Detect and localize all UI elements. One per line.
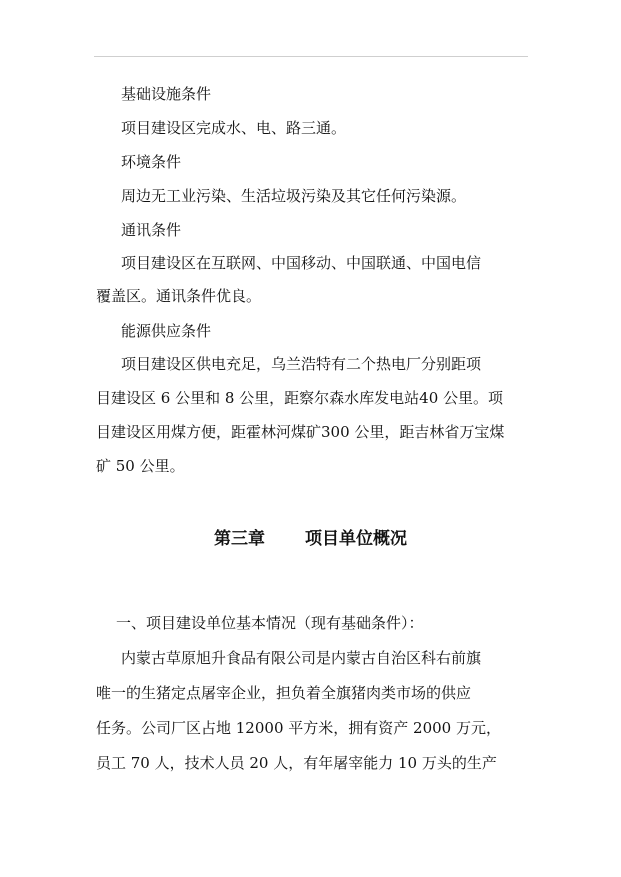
paragraph-line: 矿 50 公里。 xyxy=(96,457,185,475)
chapter-number: 第三章 xyxy=(214,529,265,549)
paragraph-line: 目建设区 6 公里和 8 公里，距察尔森水库发电站40 公里。项 xyxy=(96,389,504,407)
section-title-energy: 能源供应条件 xyxy=(121,322,212,340)
header-rule xyxy=(94,56,528,57)
section-title-environment: 环境条件 xyxy=(121,153,182,171)
subsection-title: 一、项目建设单位基本情况（现有基础条件）： xyxy=(116,614,424,632)
section-title-infrastructure: 基础设施条件 xyxy=(121,85,212,103)
paragraph-line: 目建设区用煤方便，距霍林河煤矿300 公里，距吉林省万宝煤 xyxy=(96,423,505,441)
paragraph-line: 内蒙古草原旭升食品有限公司是内蒙古自治区科右前旗 xyxy=(121,649,482,667)
paragraph-line: 项目建设区完成水、电、路三通。 xyxy=(121,119,347,137)
section-title-communication: 通讯条件 xyxy=(121,221,182,239)
paragraph-line: 任务。公司厂区占地 12000 平方米，拥有资产 2000 万元， xyxy=(96,719,501,737)
paragraph-line: 员工 70 人，技术人员 20 人，有年屠宰能力 10 万头的生产 xyxy=(96,754,497,772)
paragraph-line: 覆盖区。通讯条件优良。 xyxy=(96,287,262,305)
paragraph-line: 项目建设区供电充足，乌兰浩特有二个热电厂分别距项 xyxy=(121,355,482,373)
paragraph-line: 项目建设区在互联网、中国移动、中国联通、中国电信 xyxy=(121,254,482,272)
paragraph-line: 周边无工业污染、生活垃圾污染及其它任何污染源。 xyxy=(121,187,467,205)
chapter-title: 项目单位概况 xyxy=(305,529,407,549)
chapter-heading xyxy=(0,528,621,550)
paragraph-line: 唯一的生猪定点屠宰企业，担负着全旗猪肉类市场的供应 xyxy=(96,684,472,702)
